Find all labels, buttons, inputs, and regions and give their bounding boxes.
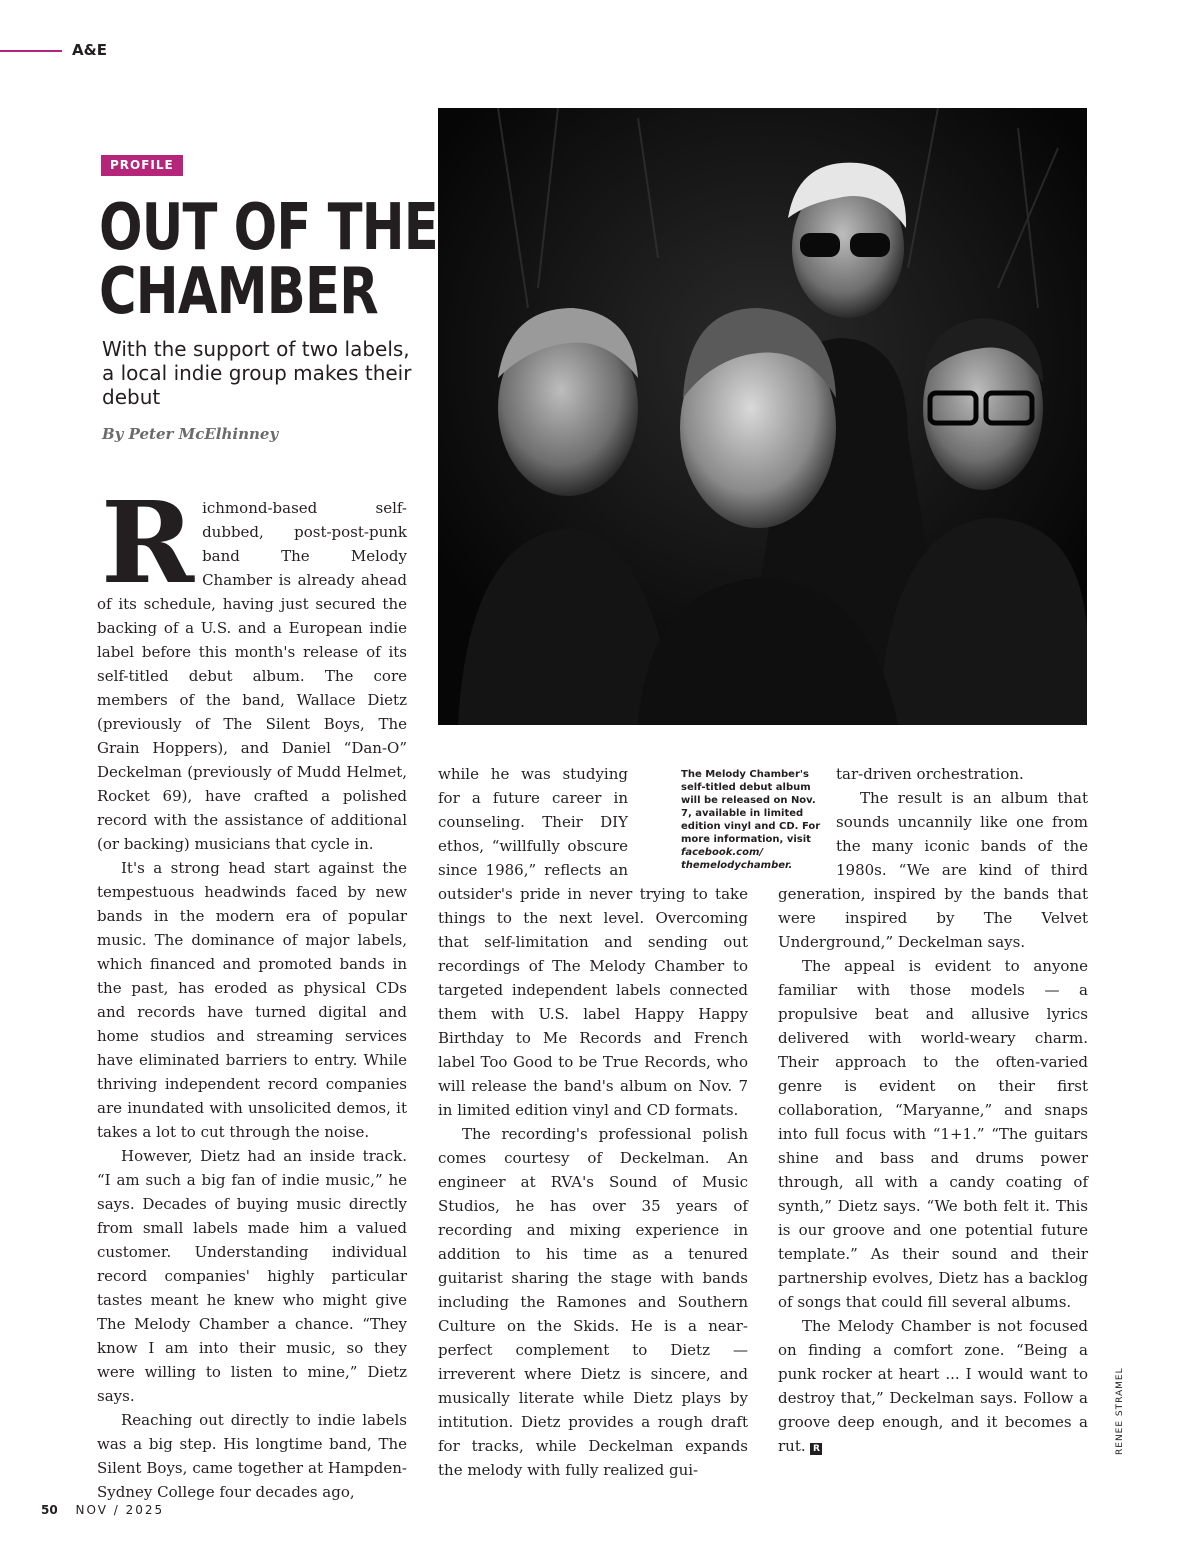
photo-credit: RENEE STRAMEL [1115, 1367, 1125, 1455]
page-footer [41, 1503, 164, 1517]
paragraph-5: while he was studying for a future career in counseling. Their DIY ethos, “willfully obscure since 1986,” reflects an outsider's pride in never trying to take things to the next level. Overcoming that self-limitation and sending out recordings of The Melody Chamber to targeted independent labels connected them with U.S. label Happy Happy Birthday to Me Records and French label Too Good to be True Records, who will release the band's album on Nov. 7 in limited edition vinyl and CD formats. [438, 765, 748, 1119]
paragraph-10 [778, 1314, 1088, 1458]
headline-line-2: CHAMBER [99, 255, 378, 329]
profile-tag: PROFILE [101, 155, 183, 176]
drop-cap: R [101, 478, 195, 609]
band-photo-image [438, 108, 1087, 725]
headline-line-1: OUT OF THE [99, 191, 438, 265]
header-rule [0, 50, 62, 52]
end-mark-icon: R [810, 1443, 822, 1455]
paragraph-4: Reaching out directly to indie labels was a big step. His longtime band, The Silent Boys, came together at Hampden-Sydney College four decades ago, [97, 1411, 407, 1501]
band-photo [438, 108, 1087, 725]
paragraph-2: It's a strong head start against the tempestuous headwinds faced by new bands in the modern era of popular music. The dominance of major labels, which financed and promoted bands in the past, has eroded as physical CDs and records have turned digital and home studios and streaming services have eliminated barriers to entry. While thriving independent record companies are inundated with unsolicited demos, it takes a lot to cut through the noise. [97, 859, 407, 1141]
paragraph-8: The result is an album that sounds uncannily like one from the many iconic bands of the 1980s. “We are kind of third generation, inspired by the bands that were inspired by The Velvet Underground,” Deckelman says. [778, 789, 1088, 951]
section-label: A&E [72, 41, 107, 59]
deck: With the support of two labels, a local indie group makes their debut [102, 337, 412, 409]
headline [99, 191, 438, 329]
paragraph-10-text: The Melody Chamber is not focused on finding a comfort zone. “Being a punk rocker at heart ... I would want to destroy that,” Deckelman says. Follow a groove deep enough, and it becomes a rut. [778, 1317, 1088, 1455]
issue-date: NOV / 2025 [75, 1503, 165, 1517]
body-column-1 [97, 478, 407, 1504]
paragraph-1 [97, 478, 407, 856]
paragraph-6: The recording's professional polish comes courtesy of Deckelman. An engineer at RVA's Sound of Music Studios, he has over 35 years of recording and mixing experience in addition to his time as a tenured guitarist sharing the stage with bands including the Ramones and Southern Culture on the Skids. He is a near-perfect complement to Dietz — irreverent where Dietz is sincere, and musically literate while Dietz plays by intitution. Dietz provides a rough draft for tracks, while Deckelman expands the melody with fully realized gui- [438, 1125, 748, 1479]
body-column-3 [778, 762, 1088, 1458]
byline: By Peter McElhinney [102, 425, 279, 443]
paragraph-7: tar-driven orchestration. [836, 765, 1024, 783]
page-number: 50 [41, 1503, 58, 1517]
paragraph-1-text: ichmond-based self-dubbed, post-post-punk band The Melody Chamber is already ahead of its schedule, having just secured the backing of a U.S. and a European indie label before this month's release of its self-titled debut album. The core members of the band, Wallace Dietz (previously of The Silent Boys, The Grain Hoppers), and Daniel “Dan-O” Deckelman (previously of Mudd Helmet, Rocket 69), have crafted a polished record with the assistance of additional (or backing) musicians that cycle in. [97, 499, 407, 853]
caption-url[interactable]: facebook.com/ themelodychamber. [681, 847, 793, 871]
paragraph-9: The appeal is evident to anyone familiar with those models — a propulsive beat and allusive lyrics delivered with world-weary charm. Their approach to the often-varied genre is evident on their first collaboration, “Maryanne,” and snaps into full focus with “1+1.” “The guitars shine and bass and drums power through, all with a candy coating of synth,” Dietz says. “We both felt it. This is our groove and one potential future template.” As their sound and their partnership evolves, Dietz has a backlog of songs that could fill several albums. [778, 957, 1088, 1311]
paragraph-3: However, Dietz had an inside track. “I am such a big fan of indie music,” he says. Decades of buying music directly from small labels made him a valued customer. Understanding individual record companies' highly particular tastes meant he knew who might give The Melody Chamber a chance. “They know I am into their music, so they were willing to listen to mine,” Dietz says. [97, 1147, 407, 1405]
caption-spacer-3 [778, 762, 836, 882]
caption-text: The Melody Chamber's self-titled debut album will be released on Nov. 7, available in limited edition vinyl and CD. For more information, visit [681, 769, 821, 845]
